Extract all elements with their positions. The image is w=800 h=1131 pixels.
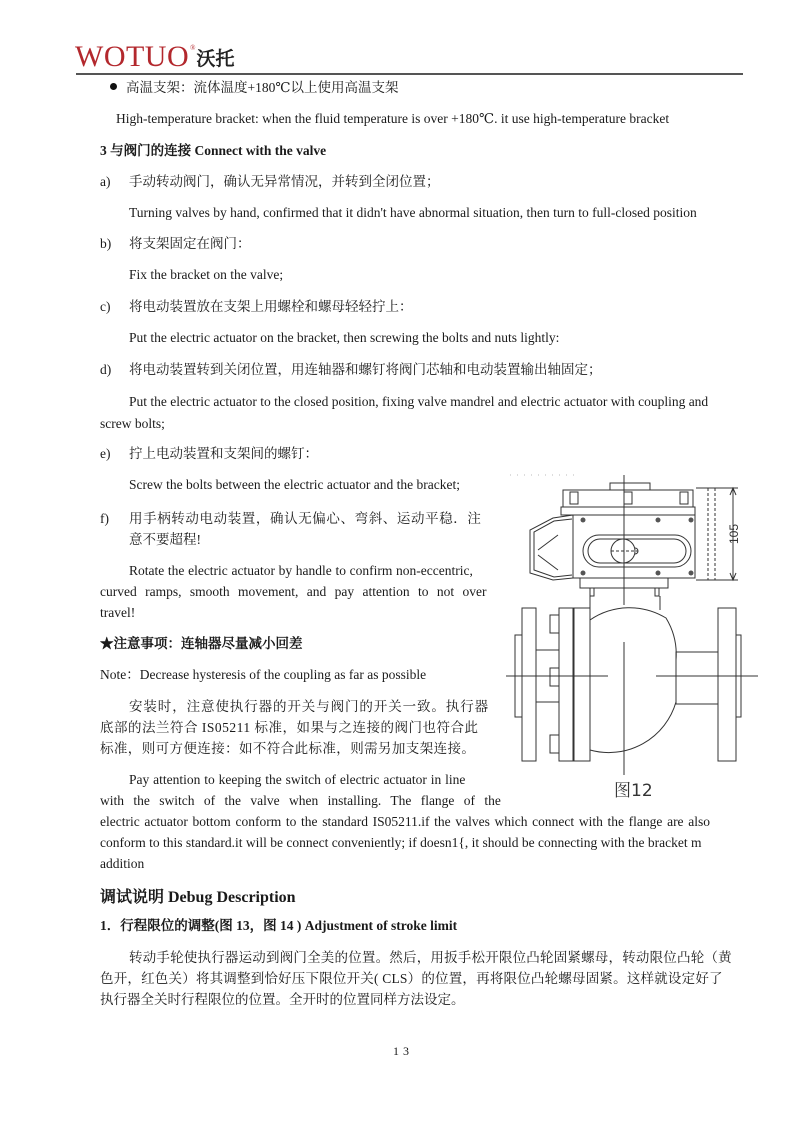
bullet-icon	[110, 83, 117, 90]
company-logo	[75, 42, 234, 72]
note-cn-line2: 底部的法兰符合 IS05211 标准，如果与之连接的阀门也符合此	[100, 720, 479, 735]
bracket-en: High-temperature bracket: when the fluid temperature is over +180℃. it use high-temperature bracket	[116, 111, 670, 126]
step-c-cn: 将电动装置放在支架上用螺栓和螺母轻轻拧上：	[129, 299, 413, 314]
step-b-cn: 将支架固定在阀门：	[129, 236, 251, 251]
note-en: Note：Decrease hysteresis of the coupling as far as possible	[100, 667, 427, 682]
step-d-cn: 将电动装置转到关闭位置，用连轴器和螺钉将阀门芯轴和电动装置输出轴固定；	[129, 362, 602, 377]
page-number: 13	[393, 1044, 413, 1058]
logo-english: WOTUO	[75, 40, 190, 73]
registered-mark: ®	[190, 44, 196, 52]
step-d-en-line1: Put the electric actuator to the closed position, fixing valve mandrel and electric actuator with coupling and	[129, 394, 709, 409]
figure-12-actuator-valve-drawing	[498, 460, 788, 800]
logo-chinese: 沃托	[196, 48, 235, 70]
debug-section-title: 调试说明 Debug Description	[100, 889, 296, 906]
step-f-marker: f)	[100, 511, 109, 526]
step-b-en: Fix the bracket on the valve;	[129, 267, 284, 282]
note-cn-line3: 标准，则可方便连接：如不符合此标准，则需另加支架连接。	[100, 741, 476, 756]
step-d-marker: d)	[100, 362, 112, 377]
dimension-label: 105	[727, 523, 741, 545]
note-cn-line1: 安装时，注意使执行器的开关与阀门的开关一致。执行器	[129, 699, 489, 714]
step-a-en: Turning valves by hand, confirmed that it didn't have abnormal situation, then turn to full-closed position	[129, 205, 697, 220]
step-e-marker: e)	[100, 446, 111, 461]
note-en-line2: with the switch of the valve when installing. The flange of the	[100, 793, 501, 808]
step-c-en: Put the electric actuator on the bracket, then screwing the bolts and nuts lightly:	[129, 330, 560, 345]
figure-12-caption: 图12	[614, 781, 653, 801]
note-en-line3: electric actuator bottom conform to the standard IS05211.if the valves which connect with the flange are also	[100, 814, 710, 829]
bracket-cn: 高温支架：流体温度+180℃以上使用高温支架	[126, 80, 399, 95]
section-title-connect-valve: 3 与阀门的连接 Connect with the valve	[100, 143, 327, 158]
bracket-bullet-item	[110, 78, 398, 98]
step-f-cn-line2: 意不要超程!	[129, 532, 201, 547]
note-en-line5: addition	[100, 856, 145, 871]
step-f-en-line2: curved ramps, smooth movement, and pay attention to not over	[100, 584, 487, 599]
note-en-line1: Pay attention to keeping the switch of electric actuator in line	[129, 772, 466, 787]
step-e-cn: 拧上电动装置和支架间的螺钉：	[129, 446, 318, 461]
stroke-limit-para-line2: 色开，红色关）将其调整到恰好压下限位开关( CLS）的位置，再将限位凸轮螺母固紧。这样就设定好了	[100, 971, 723, 986]
step-b-marker: b)	[100, 236, 112, 251]
step-f-en-line3: travel!	[100, 605, 136, 620]
header-rule	[76, 73, 743, 75]
step-c-marker: c)	[100, 299, 111, 314]
step-f-cn-line1: 用手柄转动电动装置，确认无偏心、弯斜、运动平稳．注	[129, 511, 482, 526]
stroke-limit-para-line1: 转动手轮使执行器运动到阀门全美的位置。然后，用扳手松开限位凸轮固紧螺母，转动限位凸轮（黄	[129, 950, 732, 965]
step-d-en-line2: screw bolts;	[100, 416, 165, 431]
note-title: ★注意事项：连轴器尽量减小回差	[100, 636, 303, 651]
stroke-limit-para-line3: 执行器全关时行程限位的位置。全开时的位置同样方法设定。	[100, 992, 465, 1007]
step-e-en: Screw the bolts between the electric actuator and the bracket;	[129, 477, 460, 492]
stroke-limit-subtitle: 1．行程限位的调整(图 13，图 14 ) Adjustment of stroke limit	[100, 918, 458, 933]
step-a-marker: a)	[100, 174, 111, 189]
note-en-line4: conform to this standard.it will be connect conveniently; if doesn1{, it should be connecting with the bracket m	[100, 835, 702, 850]
step-a-cn: 手动转动阀门，确认无异常情况，并转到全闭位置；	[129, 174, 440, 189]
step-f-en-line1: Rotate the electric actuator by handle to confirm non-eccentric,	[129, 563, 473, 578]
